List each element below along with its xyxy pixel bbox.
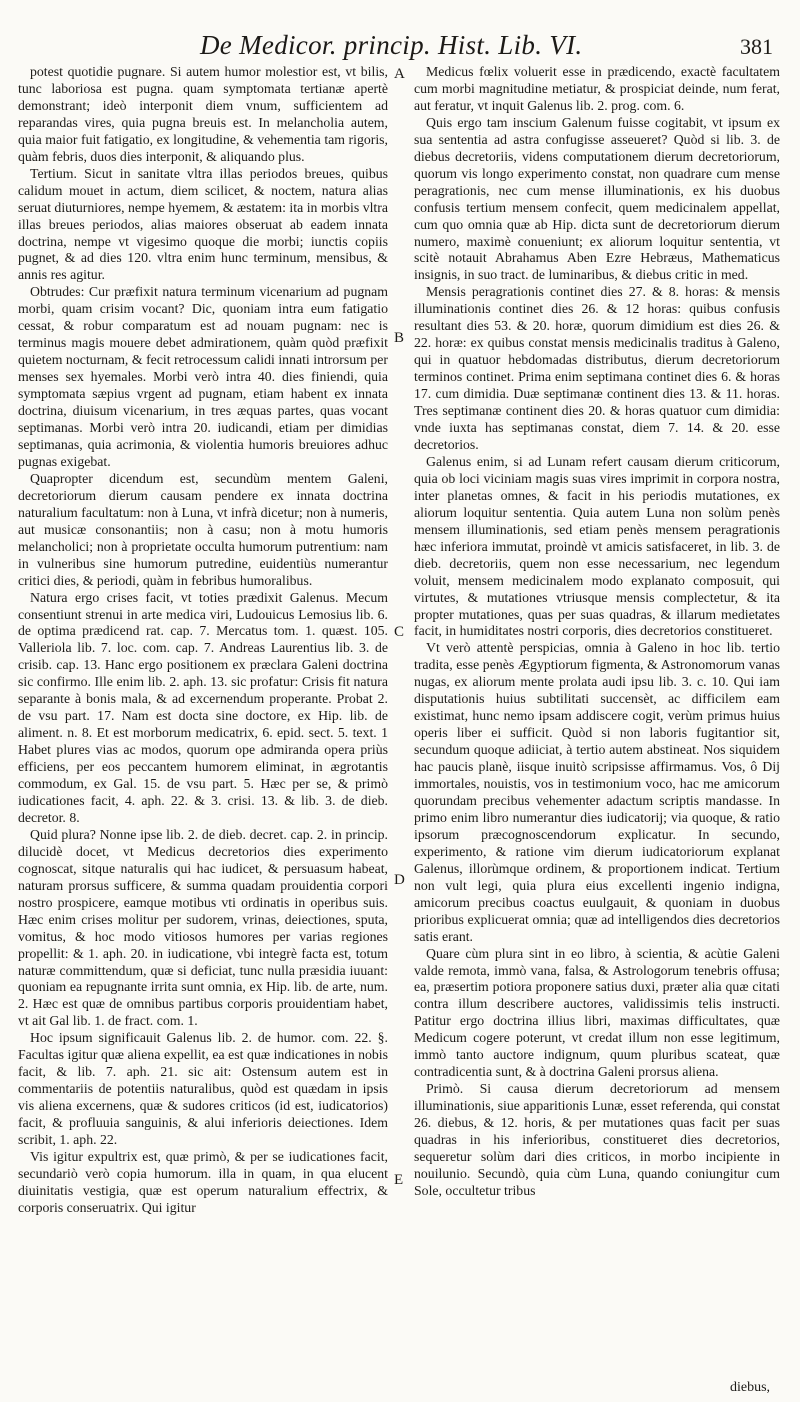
running-header <box>0 24 800 64</box>
paragraph: Natura ergo crises facit, vt toties prædixit Galenus. Mecum consentiunt strenui in arte medica viri, Ludouicus Lemosius lib. 6. de optima prædicend rat. cap. 7. Mercatus tom. 1. quæst. 105. Valleriola lib. 7. loc. com. cap. 7. Andreas Laurentius lib. 3. de crisib. cap. 13. Hanc ergo positionem ex præclara Galeni doctrina sic confirmo. Ille enim lib. 2. aph. 13. sic profatur: Crisis fit natura separante à bonis mala, & ad excernendum properante. Probat 2. de vsu part. 17. Nam est docta sine doctore, ex Hip. lib. de aliment. n. 8. Et est morborum medicatrix, 6. epid. sect. 5. text. 1 Habet plures vias ac modos, quorum ope admiranda opera priùs efficiens, per eos peccantem humorem eliminat, in ægrotantis commodum, ex Gal. 15. de vsu part. 5. Hæc per se, & primò iudicationes facit, 4. aph. 22. & 3. crisi. 13. & lib. 3. de dieb. decretor. 8. <box>18 589 388 825</box>
paragraph: Medicus fœlix voluerit esse in prædicendo, exactè facultatem cum morbi magnitudine metiatur, & prospiciat deinde, num ferat, aut feratur, vt inquit Galenus lib. 2. prog. com. 6. <box>414 64 780 113</box>
paragraph: Primò. Si causa dierum decretoriorum ad mensem illuminationis, siue apparitionis Lunæ, esset referenda, qui constat 26. diebus, & 12. horis, & per mutationes quas facit per suas quadras in his inferioribus, constitueret dies decretorios, sequeretur solùm dari dies criticos, in morbo incipiente in nouilunio. Secundò, quia cùm Luna, quando coniungitur cum Sole, occultetur tribus <box>414 1081 780 1198</box>
paragraph: Vis igitur expultrix est, quæ primò, & per se iudicationes facit, secundariò verò copia humorum. illa in quam, in qua elucent diuinitatis vestigia, quæ est operum naturalium effectrix, & corporis conseruatrix. Qui igitur <box>18 1149 388 1215</box>
paragraph: Tertium. Sicut in sanitate vltra illas periodos breues, quibus calidum mouet in actum, diem scilicet, & noctem, natura alias seruat diuturniores, nempe hyemem, & æstatem: ita in morbis vltra illas breues periodos, alias maiores obseruat ab eadem innata doctrina, nempe vt vigesimo quoque die morbi; iunctis copiis pugnet, & ad dies 120. vltra enim hunc terminum, mensibus, & annis res agitur. <box>18 165 388 283</box>
paragraph: Quis ergo tam inscium Galenum fuisse cogitabit, vt ipsum ex sua sententia ad astra confugisse asseueret? Quòd si lib. 3. de diebus decretoriis, videns computationem dierum decretoriorum, quorum vis longo experimento constat, non quadrare cum mense peragrationis, nec cum mense illuminationis, ex his duobus confusis tertium mensem confecit, quem medicinalem appellat, cum quo omnia quæ ab Hip. dicta sunt de decretoriorum dierum numero, maximè conueniunt; ex aliorum loquitur sententia, vt scitè notauit Abrahamus Aben Ezre Hebræus, Mathematicus insignis, in suo tract. de luminaribus, & diebus critic in med. <box>414 114 780 283</box>
paragraph: Quid plura? Nonne ipse lib. 2. de dieb. decret. cap. 2. in princip. dilucidè docet, vt Medicus decretorios dies experimento cognoscat, sitque naturalis qui hac iudicet, & persuasum habeat, naturam prorsus sufficere, & summa quadam prouidentia corpori nostro prospicere, eamque motibus vti ordinatis in operibus suis. Hæc enim crises molitur per sudorem, vrinas, deiectiones, sputa, vomitus, & hoc modo vitiosos humores per varias regiones propellit: & 1. aph. 20. in iudicatione, vbi integrè facta est, totum naturæ committendum, quæ si deficiat, tunc nulla præsidia iuuant: quoniam ea repugnante irrita sunt omnia, ex Hip. lib. de arte, num. 2. Hæc est quæ de omnibus partibus corporis prouidentiam habet, vt ait Gal lib. 1. de fract. com. 1. <box>18 826 388 1029</box>
right-column <box>414 64 780 1200</box>
paragraph: Obtrudes: Cur præfixit natura terminum vicenarium ad pugnam morbi, quam crisim vocant? Dic, quoniam intra eum fatigatio cessat, & robur comparatum est ad nouam pugnam: nec is terminus magis mouere debet admirationem, quàm quòd præfixit quietem nocturnam, & fecit retrocessum calidi innati introrsum per menses sex hyemales. Morbi verò intra 40. dies finiendi, quia symptomata sæpius vrgent ad pugnam, etiam habent ex innata doctrina, diuisum vicenarium, in tres æquas partes, quas vocant septimanas. Morbi verò intra 20. iudicandi, etiam per dimidias septimanas, quia acrimonia, & violentia humoris breuiores adhuc pugnas exigebat. <box>18 284 388 469</box>
margin-letter-d: D <box>394 872 405 888</box>
paragraph: Galenus enim, si ad Lunam refert causam dierum criticorum, quia ob loci viciniam magis suas vires imprimit in corpora nostra, inter planetas omnes, & facit in his periodis mutationes, ex aliorum loquitur sententia. Quia autem Luna non solùm penès mensem illuminationis, sed etiam penès mensem peragrationis hæc inferiora immutat, proindè vt amicis satisfaceret, in lib. 3. de dieb. decretoriis, quem non esse necessarium, nec legendum voluit, mensem medicinalem modo explanato composuit, qui virtutes, & mutationes vtriusque mensis complectetur, & ita propter mutationes, quas per suas quadras, & illarum medietates facit, in humiditates nostri corporis, dies decretorios constitueret. <box>414 453 780 639</box>
margin-letter-b: B <box>394 330 405 346</box>
page-title: De Medicor. princip. Hist. Lib. VI. <box>200 30 583 60</box>
paragraph: Mensis peragrationis continet dies 27. & 8. horas: & mensis illuminationis continet dies 26. & 12 horas: quibus confusis resultant dies 53. & 20. horæ, quorum dimidium est dies 26. & 22. horæ: ex quibus constat mensis medicinalis traditus à Galeno, qui in quatuor hebdomadas distributus, dierum decretoriorum terminos continet. Prima enim septimana continet dies 6. & horas 17. cum dimidia. Duæ septimanæ continent dies 13. & 11. horas. Tres septimanæ continent dies 20. & horas quatuor cum dimidia: vnde iuxta has septimanas constat, diem 7. 14. & 20. esse decretorios. <box>414 284 780 452</box>
paragraph: potest quotidie pugnare. Si autem humor molestior est, vt bilis, tunc laboriosa est pugna. quam symptomata tertianæ apertè demonstrant; ideò interponit diem vnum, sufficientem ad reparandas vires, quia pugna breuis est. In melancholia autem, quia maior fuit fatigatio, ex longitudine, & vehementia tam rigoris, quàm febris, duos dies interponit, & aliquando plus. <box>18 64 388 164</box>
page-number: 381 <box>740 34 773 59</box>
left-column <box>18 64 388 1217</box>
catchword: diebus, <box>730 1380 771 1395</box>
margin-letter-c: C <box>394 624 405 640</box>
paragraph: Vt verò attentè perspicias, omnia à Galeno in hoc lib. tertio tradita, esse penès Ægyptiorum figmenta, & Astronomorum vanas nugas, ex aliorum mente prolata audi ipsu lib. 3. c. 10. Qui iam disputationis huius subtilitati succensèt, ac difficilem eam existimat, hunc nemo ipsam addiscere cogit, verùm primus huius operis liber ei sufficit. Quòd si non laboris fugitantior sit, secundum quoque adiiciat, à tertio autem abstineat. Nos siquidem hac paucis planè, iisque inuitò scripsisse affirmamus. Vos, ô Dij immortales, nouistis, vos in testimonium voco, hac me amicorum quorundam precibus vehementer adactum scriptis mandasse. In primo enim libro numerantur dies iudicatorij; via quoque, & ratio ipsorum præcognoscendorum explicatur. In secundo, experimento, & ratione vim dierum iudicatoriorum explanat Galenus, illorùmque ordinem, & proportionem indicat. Tertium non vult legi, quia plura eius excellenti ingenio indigna, amicorum precibus coactus euulgauit, & quoniam in duobus prioribus explicuerat omnia; quæ ad intelligendos dies decretorios satis erant. <box>414 640 780 944</box>
paragraph: Quapropter dicendum est, secundùm mentem Galeni, decretoriorum dierum causam pendere ex innata doctrina naturalium facultatum: non à Luna, vt infrà dicetur; non à numeris, aut musicæ consonantiis; non à casu; non à motu humoris melancholici; non à proprietate occulta humorum putrentium: nam in vulneribus sine humorum putredine, euidentiùs numerantur critici dies, & periodi, quàm in febribus humoralibus. <box>18 470 388 588</box>
margin-letter-e: E <box>394 1172 404 1188</box>
paragraph: Quare cùm plura sint in eo libro, à scientia, & acùtie Galeni valde remota, immò vana, falsa, & Astrologorum tenebris offusa; ea, præsertim potiora proponere satius duxi, præter alia quæ citati contra illum describere auctores, validissimis telis instructi. Patitur ergo doctrina illius libri, maximas difficultates, quæ Medicum cogere poterunt, vt credat illum non esse legitimum, immò tanto auctore indignum, quum pluribus scateat, quæ contradicentia sunt, & à doctrina Galeni prorsus aliena. <box>414 945 780 1080</box>
margin-letter-a: A <box>394 66 405 82</box>
paragraph: Hoc ipsum significauit Galenus lib. 2. de humor. com. 22. §. Facultas igitur quæ aliena expellit, ea est quæ indicationes in nobis facit, & lib. 7. aph. 21. sic ait: Ostensum autem est in commentariis de potentiis naturalibus, quòd est quædam in ipsis vis aliena excernens, quæ & sudores criticos (id est, iudicatorios) facit, & profluuia sanguinis, & alui inferioris deiectiones. Idem scribit, 1. aph. 22. <box>18 1030 388 1148</box>
